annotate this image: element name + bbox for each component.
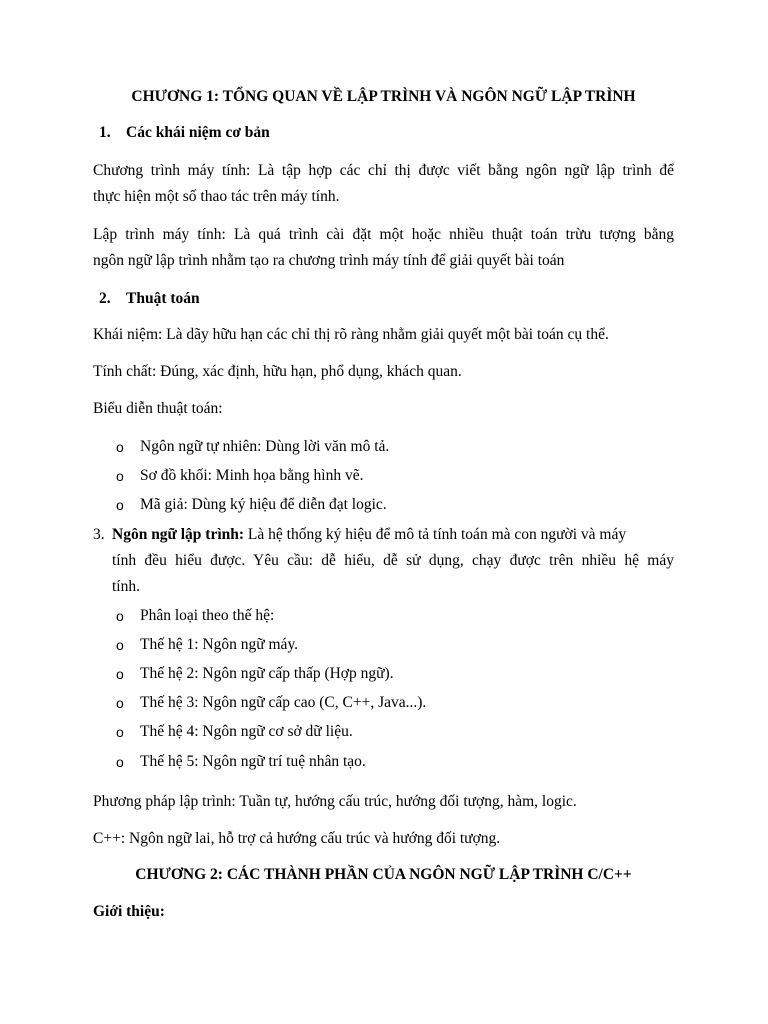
programming-methods: Phương pháp lập trình: Tuần tự, hướng cấu trúc, hướng đối tượng, hàm, logic. — [93, 793, 577, 810]
programming-definition-line-2: ngôn ngữ lập trình nhằm tạo ra chương trình máy tính để giải quyết bài toán — [93, 252, 565, 269]
list-item-text: Thế hệ 1: Ngôn ngữ máy. — [140, 636, 299, 653]
section-3-line-1 — [93, 522, 674, 548]
bullet-marker: o — [116, 637, 124, 653]
list-item-text: Thế hệ 3: Ngôn ngữ cấp cao (C, C++, Java...). — [140, 694, 427, 711]
bullet-marker: o — [116, 666, 124, 682]
section-3-line-3: tính. — [112, 578, 140, 595]
chapter-2-title: CHƯƠNG 2: CÁC THÀNH PHẦN CỦA NGÔN NGỮ LẬP TRÌNH C/C++ — [135, 866, 632, 883]
section-2-heading — [93, 286, 674, 312]
algorithm-properties: Tính chất: Đúng, xác định, hữu hạn, phổ dụng, khách quan. — [93, 363, 462, 380]
program-definition-line-2: thực hiện một số thao tác trên máy tính. — [93, 188, 340, 205]
bullet-marker: o — [116, 497, 124, 513]
bullet-marker: o — [116, 468, 124, 484]
section-2-title: Thuật toán — [126, 290, 200, 307]
section-3-paragraph — [93, 522, 674, 600]
programming-definition-paragraph — [93, 222, 674, 274]
chapter-2-intro-heading: Giới thiệu: — [93, 903, 165, 920]
document-page — [93, 0, 674, 1024]
section-1-heading — [93, 120, 674, 146]
program-definition-line-1: Chương trình máy tính: Là tập hợp các chỉ thị được viết bằng ngôn ngữ lập trình để — [93, 162, 674, 179]
program-definition-paragraph — [93, 158, 674, 210]
section-2-number: 2. — [99, 290, 111, 307]
list-item-text: Mã giả: Dùng ký hiệu để diễn đạt logic. — [140, 496, 387, 513]
list-item-text: Thế hệ 2: Ngôn ngữ cấp thấp (Hợp ngữ). — [140, 665, 394, 682]
section-3-number: 3. — [93, 526, 105, 543]
section-3-line-2: tính đều hiểu được. Yêu cầu: dễ hiểu, dễ sử dụng, chạy được trên nhiều hệ máy — [112, 552, 674, 569]
chapter-1-title: CHƯƠNG 1: TỔNG QUAN VỀ LẬP TRÌNH VÀ NGÔN NGỮ LẬP TRÌNH — [131, 88, 636, 105]
algorithm-representation: Biểu diễn thuật toán: — [93, 400, 223, 417]
section-1-title: Các khái niệm cơ bản — [126, 124, 270, 141]
section-1-number: 1. — [99, 124, 111, 141]
list-item-text: Thế hệ 4: Ngôn ngữ cơ sở dữ liệu. — [140, 723, 353, 740]
bullet-marker: o — [116, 754, 124, 770]
list-item-text: Ngôn ngữ tự nhiên: Dùng lời văn mô tả. — [140, 438, 390, 455]
programming-definition-line-1: Lập trình máy tính: Là quá trình cài đặt một hoặc nhiều thuật toán trừu tượng bằng — [93, 226, 674, 243]
list-item-text: Sơ đồ khối: Minh họa bằng hình vẽ. — [140, 467, 364, 484]
section-3-title: Ngôn ngữ lập trình: — [112, 526, 245, 543]
algorithm-concept: Khái niệm: Là dãy hữu hạn các chỉ thị rõ ràng nhằm giải quyết một bài toán cụ thể. — [93, 326, 609, 343]
list-item-text: Phân loại theo thế hệ: — [140, 607, 275, 624]
bullet-marker: o — [116, 724, 124, 740]
bullet-marker: o — [116, 695, 124, 711]
list-item-text: Thế hệ 5: Ngôn ngữ trí tuệ nhân tạo. — [140, 753, 366, 770]
bullet-marker: o — [116, 608, 124, 624]
section-3-line-1-text: Là hệ thống ký hiệu để mô tả tính toán mà con người và máy — [247, 526, 627, 543]
cpp-description: C++: Ngôn ngữ lai, hỗ trợ cả hướng cấu trúc và hướng đối tượng. — [93, 830, 501, 847]
bullet-marker: o — [116, 439, 124, 455]
